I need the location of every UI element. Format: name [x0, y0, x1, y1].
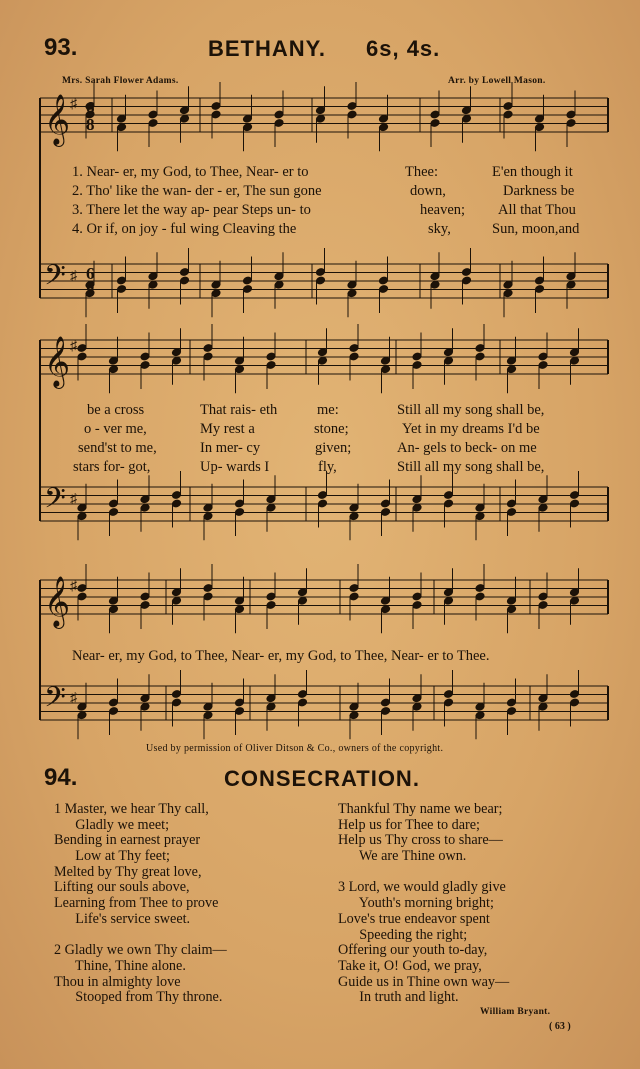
lyric-line: o - ver me,: [84, 421, 147, 437]
verse-line: 1 Master, we hear Thy call,: [54, 801, 209, 817]
verse-line: Bending in earnest prayer: [54, 832, 201, 849]
svg-text:8: 8: [86, 115, 95, 134]
verse-line: We are Thine own.: [338, 848, 467, 865]
lyric-line: heaven;: [420, 202, 466, 218]
lyric-line: In mer- cy: [200, 440, 261, 456]
lyric-line: given;: [315, 440, 352, 456]
lyric-line: 3. There let the way ap- pear Steps un- to: [72, 202, 311, 218]
lyric-line: Near- er, my God, to Thee, Near- er, my God, to Thee, Near- er to Thee.: [72, 648, 490, 664]
lyric-line: Darkness be: [503, 183, 575, 199]
verse-line: Learning from Thee to prove: [54, 895, 219, 912]
svg-text:♯: ♯: [70, 339, 77, 354]
verse-line: 2 Gladly we own Thy claim—: [54, 942, 227, 959]
svg-text:𝄢: 𝄢: [44, 681, 66, 721]
verse-line: Stooped from Thy throne.: [54, 989, 223, 1006]
verse-line: Help us for Thee to dare;: [338, 816, 480, 833]
verse-column-right: [338, 802, 509, 1006]
svg-text:6: 6: [86, 98, 95, 117]
lyric-line: Up- wards I: [200, 459, 270, 475]
verse-line: Melted by Thy great love,: [54, 863, 202, 880]
lyric-line: stars for- got,: [73, 459, 151, 475]
lyric-line: Sun, moon,and: [492, 221, 580, 237]
hymn-number: 93.: [44, 34, 78, 61]
svg-text:♯: ♯: [70, 269, 77, 284]
svg-text:♯: ♯: [70, 691, 77, 706]
verse-line: Lifting our souls above,: [54, 879, 190, 896]
lyric-line: send'st to me,: [78, 440, 157, 456]
lyric-line: 2. Tho' like the wan- der - er, The sun gone: [72, 183, 322, 199]
verse-line: Help us Thy cross to share—: [338, 832, 503, 849]
lyric-line: stone;: [314, 421, 349, 437]
svg-text:𝄢: 𝄢: [44, 259, 66, 299]
verse-line: 3 Lord, we would gladly give: [338, 879, 506, 896]
hymn-meter: 6s, 4s.: [366, 36, 441, 61]
svg-text:6: 6: [86, 264, 95, 283]
verse-line: Take it, O! God, we pray,: [338, 957, 482, 974]
verse-line: Gladly we meet;: [54, 816, 170, 833]
lyric-line: All that Thou: [498, 202, 576, 218]
svg-text:𝄞: 𝄞: [44, 94, 71, 145]
lyric-line: Still all my song shall be,: [397, 402, 545, 418]
arranger-credit: Arr. by Lowell Mason.: [448, 76, 546, 86]
svg-text:♯: ♯: [70, 97, 77, 112]
lyric-line: be a cross: [87, 402, 145, 418]
hymn-title: CONSECRATION.: [224, 766, 420, 791]
lyricist-credit: Mrs. Sarah Flower Adams.: [62, 76, 179, 86]
hymn-author: William Bryant.: [480, 1007, 551, 1017]
svg-text:𝄞: 𝄞: [44, 576, 71, 627]
verse-column-left: [54, 802, 227, 1006]
verse-line: In truth and light.: [338, 989, 459, 1006]
verse-line: Life's service sweet.: [54, 910, 191, 927]
lyric-line: E'en though it: [492, 164, 573, 180]
lyric-line: fly,: [318, 459, 337, 475]
page-number: ( 63 ): [549, 1021, 571, 1032]
verse-line: [54, 928, 227, 944]
verse-line: Offering our youth to-day,: [338, 942, 488, 959]
verse-line: Thou in almighty love: [54, 973, 181, 990]
lyric-line: My rest a: [200, 421, 255, 437]
lyric-line: me:: [317, 402, 339, 418]
lyric-line: 4. Or if, on joy - ful wing Cleaving the: [72, 221, 297, 237]
verse-line: Love's true endeavor spent: [338, 910, 490, 927]
svg-text:𝄢: 𝄢: [44, 482, 66, 522]
verse-line: Low at Thy feet;: [54, 848, 170, 865]
svg-text:8: 8: [86, 281, 95, 300]
verse-line: Thine, Thine alone.: [54, 957, 186, 974]
lyric-line: That rais- eth: [200, 402, 278, 418]
svg-text:♯: ♯: [70, 579, 77, 594]
lyric-line: Thee:: [405, 164, 439, 180]
verse-line: Speeding the right;: [338, 926, 468, 943]
lyric-line: An- gels to beck- on me: [397, 440, 537, 456]
verse-line: [338, 865, 509, 881]
lyric-line: sky,: [428, 221, 451, 237]
lyric-line: Yet in my dreams I'd be: [402, 421, 540, 437]
lyric-line: 1. Near- er, my God, to Thee, Near- er to: [72, 164, 309, 180]
lyric-line: down,: [410, 183, 446, 199]
permission-note: Used by permission of Oliver Ditson & Co., owners of the copyright.: [146, 743, 444, 754]
verse-line: Youth's morning bright;: [338, 895, 494, 912]
svg-text:𝄞: 𝄞: [44, 336, 71, 387]
hymn-title: BETHANY.: [208, 36, 327, 61]
verse-line: Thankful Thy name we bear;: [338, 801, 503, 817]
svg-text:♯: ♯: [70, 492, 77, 507]
verse-line: Guide us in Thine own way—: [338, 973, 510, 990]
hymn-number: 94.: [44, 764, 78, 791]
lyric-line: Still all my song shall be,: [397, 459, 545, 475]
